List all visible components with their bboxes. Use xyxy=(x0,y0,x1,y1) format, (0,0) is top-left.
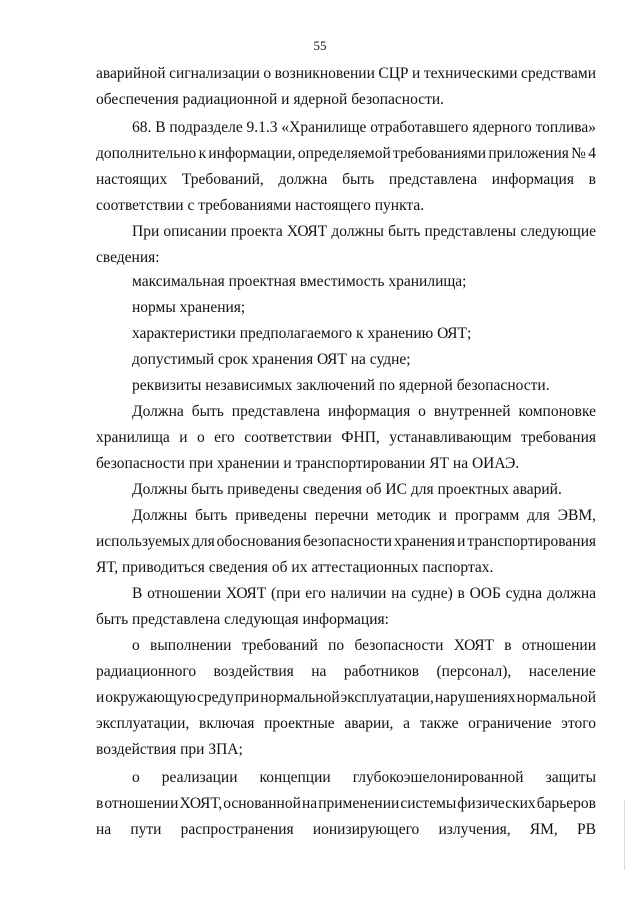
text-line: В отношении ХОЯТ (при его наличии на судне) в ООБ судна должна xyxy=(132,585,596,602)
text-word: Требований, xyxy=(181,171,264,188)
text-word: РВ xyxy=(576,821,596,838)
text-word: пути xyxy=(130,821,162,838)
text-line: При описании проекта ХОЯТ должны быть представлены следующие xyxy=(132,223,596,240)
text-line: в отношении ХОЯТ, основанной на применении системы физических барьеров xyxy=(96,795,596,812)
text-word: в xyxy=(588,171,596,188)
text-line: 68. В подразделе 9.1.3 «Хранилище отработавшего ядерного топлива» xyxy=(132,119,596,136)
text-word: должна xyxy=(278,171,328,188)
text-line xyxy=(96,820,596,840)
text-line: соответствии с требованиями настоящего пункта. xyxy=(96,197,425,214)
page-number: 55 xyxy=(313,38,327,53)
text-line: о выполнении требований по безопасности ХОЯТ в отношении xyxy=(132,637,596,654)
text-word: реализации xyxy=(161,769,238,786)
text-word: радиационного xyxy=(96,663,197,680)
text-word: о xyxy=(132,769,140,786)
text-line: ЯТ, приводиться сведения об их аттестационных паспортах. xyxy=(96,559,494,576)
text-line: допустимый срок хранения ОЯТ на судне; xyxy=(132,351,411,368)
text-line: Должны быть приведены перечни методик и программ для ЭВМ, xyxy=(132,507,596,524)
text-line: хранилища и о его соответствии ФНП, устанавливающим требования xyxy=(96,429,596,446)
text-word: (персонал), xyxy=(436,663,512,680)
text-line: обеспечения радиационной и ядерной безопасности. xyxy=(96,91,445,108)
text-line xyxy=(96,662,596,682)
scan-edge-mark xyxy=(624,800,625,870)
text-line: аварийной сигнализации о возникновении СЦР и техническими средствами xyxy=(96,65,596,82)
text-line: нормы хранения; xyxy=(132,299,246,316)
text-word: работников xyxy=(343,663,420,680)
text-line: характеристики предполагаемого к хранению ОЯТ; xyxy=(132,325,472,342)
text-line: Должна быть представлена информация о внутренней компоновке xyxy=(132,403,596,420)
text-word: на xyxy=(311,663,327,680)
text-line: воздействия при ЗПА; xyxy=(96,741,243,758)
text-line: реквизиты независимых заключений по ядерной безопасности. xyxy=(132,377,550,394)
text-word: излучения, xyxy=(438,821,511,838)
text-word: представлена xyxy=(388,171,478,188)
text-line: и окружающую среду при нормальной эксплуатации, нарушениях нормальной xyxy=(96,689,596,706)
text-word: распространения xyxy=(180,821,294,838)
text-word: концепции xyxy=(259,769,331,786)
text-word: быть xyxy=(342,171,375,188)
text-word: ионизирующего xyxy=(312,821,420,838)
text-line: безопасности при хранении и транспортировании ЯТ на ОИАЭ. xyxy=(96,455,520,472)
text-word: настоящих xyxy=(96,171,168,188)
text-word: на xyxy=(96,821,112,838)
text-line xyxy=(96,170,596,190)
text-line: быть представлена следующая информация: xyxy=(96,611,389,628)
text-line: Должны быть приведены сведения об ИС для проектных аварий. xyxy=(132,481,562,498)
text-word: воздействия xyxy=(213,663,294,680)
text-line: максимальная проектная вместимость хранилища; xyxy=(132,273,467,290)
text-line: сведения: xyxy=(96,249,160,266)
text-word: глубокоэшелонированной xyxy=(352,769,524,786)
text-line: используемых для обоснования безопасности хранения и транспортирования xyxy=(96,533,596,550)
text-line: эксплуатации, включая проектные аварии, а также ограничение этого xyxy=(96,715,596,732)
text-line xyxy=(132,768,596,788)
text-word: население xyxy=(528,663,596,680)
text-word: информация xyxy=(491,171,574,188)
text-word: защиты xyxy=(545,769,596,786)
text-line: дополнительно к информации, определяемой требованиями приложения № 4 xyxy=(96,145,596,162)
text-word: ЯМ, xyxy=(529,821,558,838)
